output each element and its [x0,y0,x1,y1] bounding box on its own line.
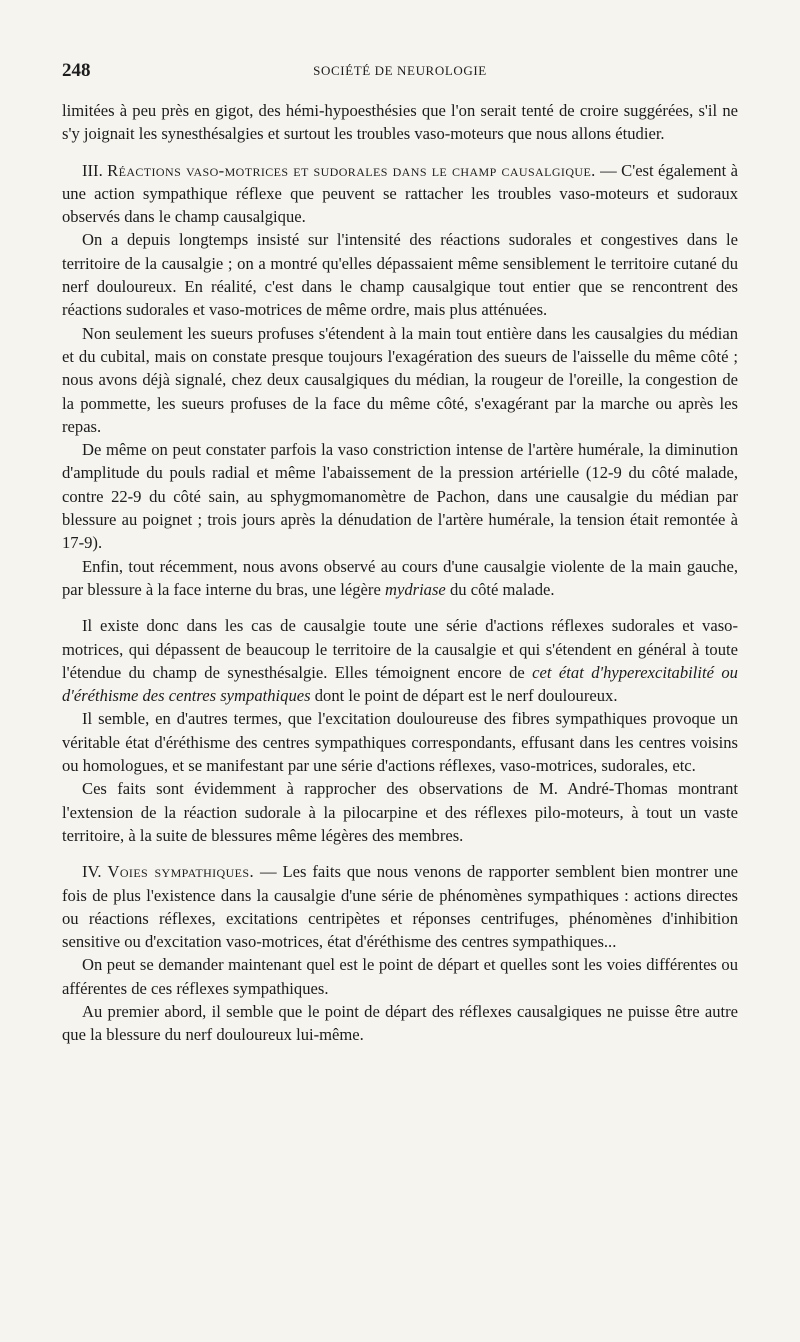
paragraph [62,953,738,1000]
section-paragraph [62,860,738,953]
paragraph-tail: dont le point de départ est le nerf douloureux. [314,686,618,706]
paragraph-text: Au premier abord, il semble que le point de départ des réflexes causalgiques ne puisse être autre que la blessure du nerf douloureux lui-même. [62,1001,738,1045]
italic-term: mydriase [384,579,446,599]
paragraph [62,1000,738,1047]
paragraph-text: Non seulement les sueurs profuses s'étendent à la main tout entière dans les causalgies du médian et du cubital, mais on constate presque toujours l'exagération des sueurs de l'aisselle du même côté ; nous avons déjà signalé, chez deux causalgiques du médian, la rougeur de l'oreille, la congestion de la pommette, les sueurs profuses de la face du même côté, s'exagérant par la marche ou après les repas. [62,323,738,436]
paragraph [62,555,738,602]
section-paragraph [62,159,738,229]
paragraph-text: — C'est également à une action sympathique réflexe que peuvent se rattacher les troubles vaso-moteurs et sudoraux observés dans le champ causalgique. [62,160,738,227]
paragraph [62,707,738,777]
section-heading: Voies sympathiques. [107,862,255,882]
paragraph-text: On peut se demander maintenant quel est le point de départ et quelles sont les voies différentes ou afférentes de ces réflexes sympathiques. [62,955,738,998]
paragraph [62,322,738,438]
running-title: SOCIÉTÉ DE NEUROLOGIE [313,63,487,78]
italic-phrase: cet état d'hyperexcitabilité ou d'éréthisme des centres sympathiques [62,662,738,706]
paragraph-text: De même on peut constater parfois la vaso constriction intense de l'artère humérale, la diminution d'amplitude du pouls radial et même l'abaissement de la pression artérielle (12-9 du côté malade, contre 22-9 du côté sain, au sphygmomanomètre de Pachon, dans une causalgie du médian par blessure au poignet ; trois jours après la dénudation de l'artère humérale, la tension était remontée à 17-9). [62,440,738,553]
body-text [62,99,738,1047]
paragraph-text: On a depuis longtemps insisté sur l'intensité des réactions sudorales et congestives dans le territoire de la causalgie ; on a montré qu'elles dépassaient même sensiblement le territoire cutané du nerf douloureux. En réalité, c'est dans le champ causalgique tout entier que se rencontrent des réactions sudorales et vaso-motrices de même ordre, mais plus atténuées. [62,230,738,320]
paragraph [62,228,738,321]
paragraph-text: Il existe donc dans les cas de causalgie toute une série d'actions réflexes sudorales et vaso-motrices, qui dépassent de beaucoup le territoire de la causalgie et qui s'étendent en général à toute l'étendue du champ de synesthésalgie. Elles témoignent encore de [62,616,738,682]
page-header [62,60,738,86]
paragraph-text: Enfin, tout récemment, nous avons observé au cours d'une causalgie violente de la main gauche, par blessure à la face interne du bras, une légère [62,556,738,599]
section-number: III. [82,160,103,180]
section-heading: Réactions vaso-motrices et sudorales dans le champ causalgique. [107,160,596,180]
paragraph [62,777,738,847]
paragraph [62,438,738,554]
page-number: 248 [62,60,91,81]
paragraph [62,614,738,707]
paragraph-text: limitées à peu près en gigot, des hémi-hypoesthésies que l'on serait tenté de croire suggérées, s'il ne s'y joignait les synesthésalgies et surtout les troubles vaso-moteurs que nous allons étudier. [62,101,738,144]
paragraph [62,99,738,146]
paragraph-text: Il semble, en d'autres termes, que l'excitation douloureuse des fibres sympathiques provoque un véritable état d'éréthisme des centres sympathiques correspondants, effusant dans les centres voisins ou homologues, et se manifestant par une série d'actions réflexes, vaso-motrices, sudorales, etc. [62,709,738,776]
paragraph-text: — Les faits que nous venons de rapporter semblent bien montrer une fois de plus l'existence dans la causalgie d'une série de phénomènes sympathiques : actions directes ou réactions réflexes, excitations centripètes et réponses centrifuges, phénomènes d'inhibition sensitive ou d'excitation vaso-motrices, état d'éréthisme des centres sympathiques... [62,862,739,952]
paragraph-text: Ces faits sont évidemment à rapprocher des observations de M. André-Thomas montrant l'extension de la réaction sudorale à la pilocarpine et des réflexes pilo-moteurs, à tout un vaste territoire, à la suite de blessures même légères des membres. [62,779,738,845]
paragraph-tail: du côté malade. [449,579,555,599]
section-number: IV. [82,862,102,882]
